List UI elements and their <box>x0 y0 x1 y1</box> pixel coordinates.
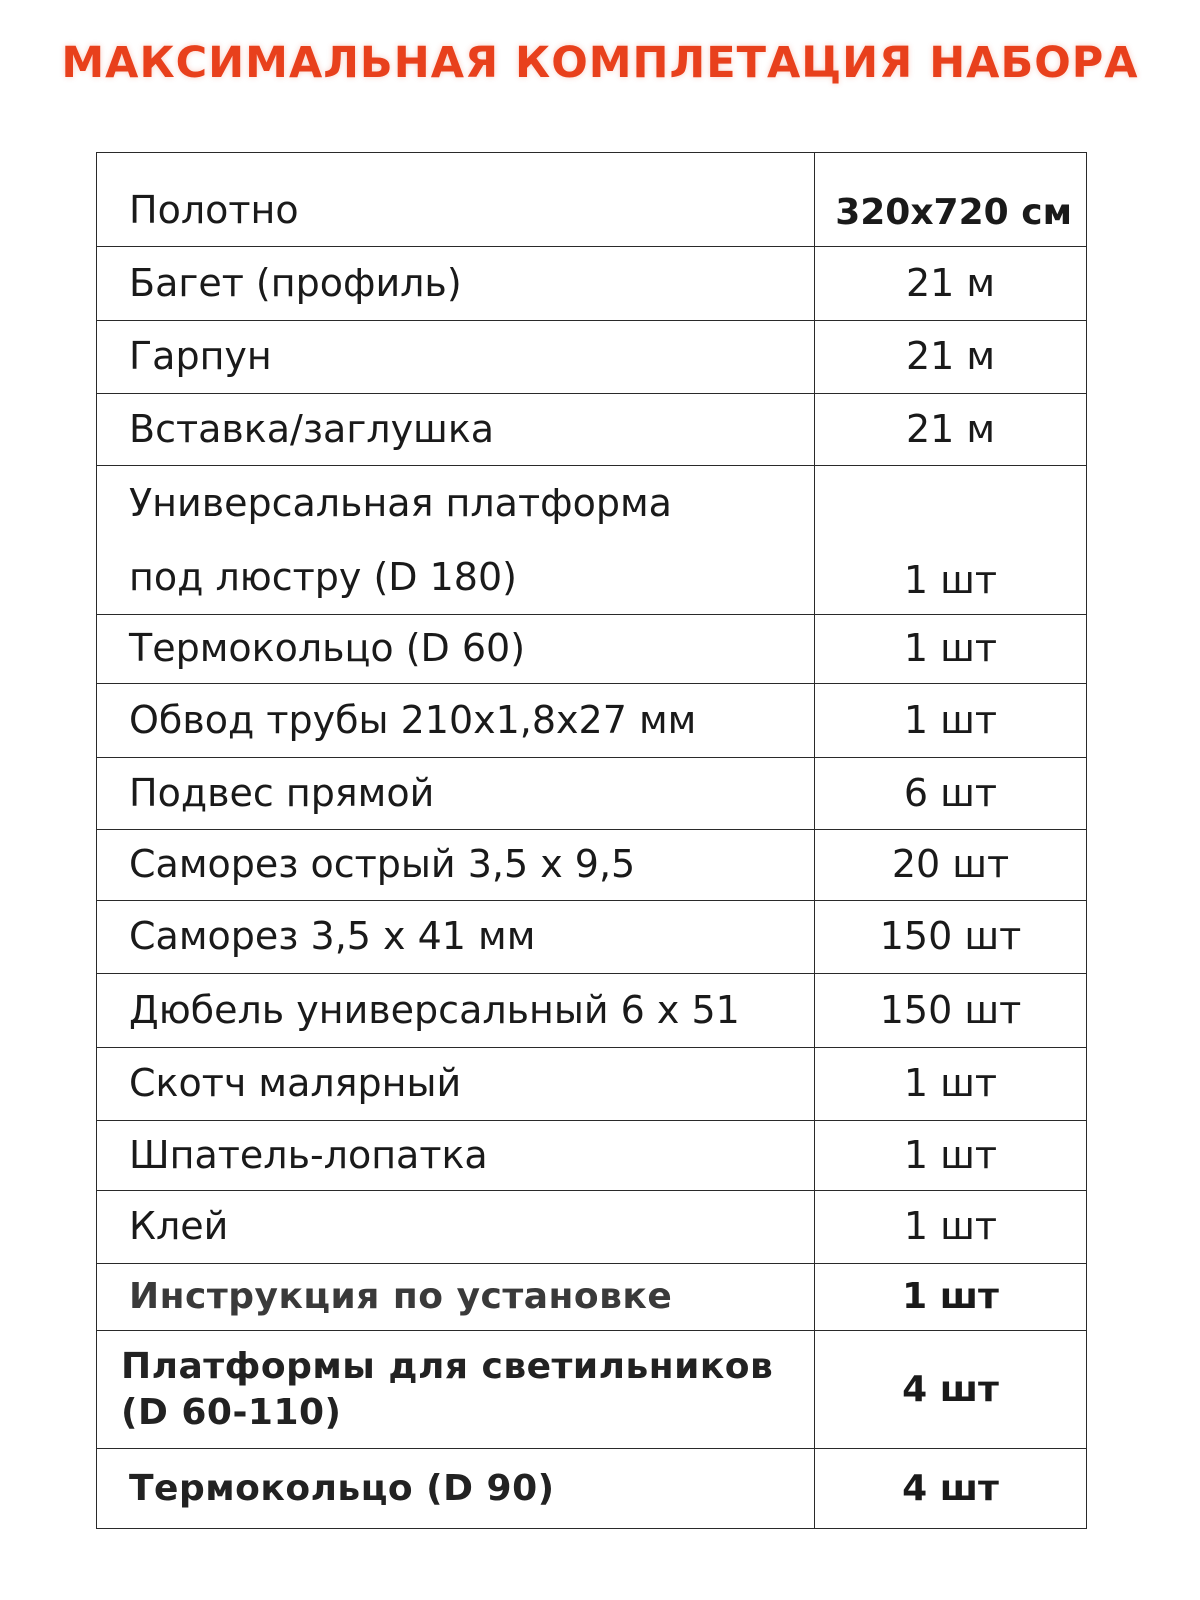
item-name: Саморез острый 3,5 х 9,5 <box>97 830 815 901</box>
table-row <box>97 394 1087 466</box>
table-row <box>97 615 1087 684</box>
item-name <box>97 1331 815 1449</box>
item-name: Термокольцо (D 60) <box>97 615 815 684</box>
item-quantity: 1 шт <box>815 1048 1087 1121</box>
table-row <box>97 684 1087 758</box>
item-name: Клей <box>97 1191 815 1264</box>
item-name-line-1: Универсальная платформа <box>129 481 672 525</box>
table-row <box>97 153 1087 247</box>
item-quantity: 1 шт <box>815 1121 1087 1191</box>
item-quantity: 4 шт <box>815 1331 1087 1449</box>
item-quantity: 320x720 см <box>815 153 1087 247</box>
item-quantity: 21 м <box>815 394 1087 466</box>
item-quantity: 150 шт <box>815 974 1087 1048</box>
kit-contents-table <box>96 152 1087 1529</box>
table-row <box>97 1121 1087 1191</box>
table-row <box>97 1449 1087 1529</box>
table-row <box>97 901 1087 974</box>
item-name-line-1: Платформы для светильников <box>121 1345 774 1387</box>
item-name: Саморез 3,5 х 41 мм <box>97 901 815 974</box>
table-row <box>97 974 1087 1048</box>
item-name: Инструкция по установке <box>97 1264 815 1331</box>
item-quantity: 6 шт <box>815 758 1087 830</box>
item-quantity: 1 шт <box>815 684 1087 758</box>
page-title: МАКСИМАЛЬНАЯ КОМПЛЕТАЦИЯ НАБОРА <box>61 38 1139 88</box>
item-quantity: 1 шт <box>815 615 1087 684</box>
table-row <box>97 830 1087 901</box>
item-quantity: 21 м <box>815 321 1087 394</box>
table-row <box>97 1191 1087 1264</box>
item-quantity: 150 шт <box>815 901 1087 974</box>
item-name: Подвес прямой <box>97 758 815 830</box>
item-quantity: 21 м <box>815 247 1087 321</box>
item-quantity: 1 шт <box>815 466 1087 615</box>
item-name: Шпатель-лопатка <box>97 1121 815 1191</box>
item-name: Обвод трубы 210x1,8x27 мм <box>97 684 815 758</box>
item-quantity: 20 шт <box>815 830 1087 901</box>
item-name: Вставка/заглушка <box>97 394 815 466</box>
item-quantity: 1 шт <box>815 1264 1087 1331</box>
table-row <box>97 1048 1087 1121</box>
item-name: Багет (профиль) <box>97 247 815 321</box>
table-row <box>97 1331 1087 1449</box>
item-name: Термокольцо (D 90) <box>97 1449 815 1529</box>
table-row <box>97 1264 1087 1331</box>
item-name: Полотно <box>97 153 815 247</box>
table-row <box>97 321 1087 394</box>
item-name <box>97 466 815 615</box>
item-name: Дюбель универсальный 6 х 51 <box>97 974 815 1048</box>
item-name-line-2: под люстру (D 180) <box>129 555 517 599</box>
item-name: Гарпун <box>97 321 815 394</box>
item-quantity: 1 шт <box>815 1191 1087 1264</box>
item-name: Скотч малярный <box>97 1048 815 1121</box>
table-row <box>97 247 1087 321</box>
item-name-line-2: (D 60-110) <box>121 1391 342 1433</box>
item-quantity: 4 шт <box>815 1449 1087 1529</box>
table-row <box>97 466 1087 615</box>
table-row <box>97 758 1087 830</box>
